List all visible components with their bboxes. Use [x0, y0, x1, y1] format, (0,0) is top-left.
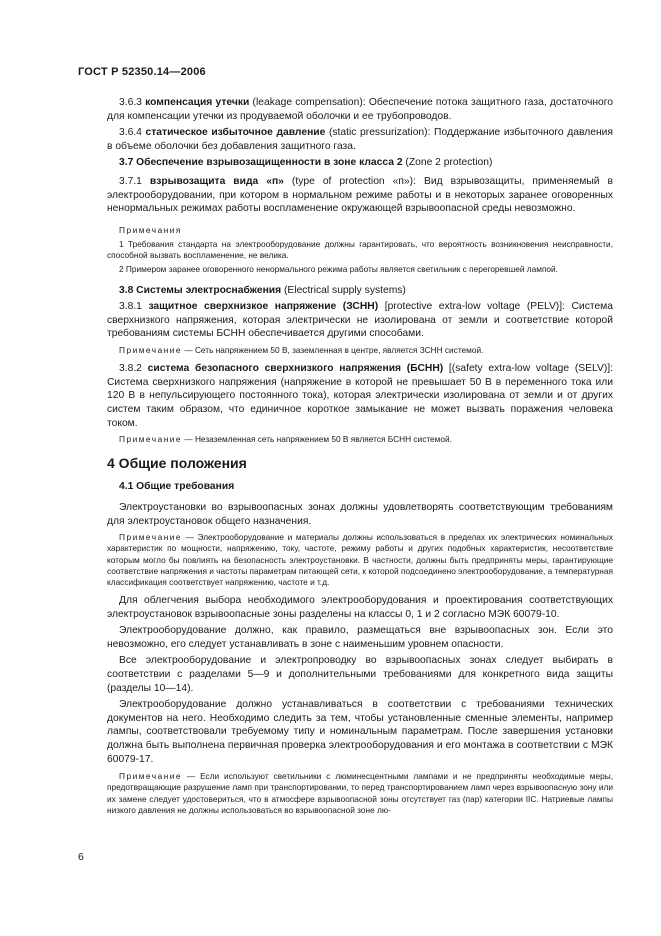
- document-header: ГОСТ Р 52350.14—2006: [78, 66, 206, 78]
- clause-3-7-1: [107, 175, 613, 216]
- note-item: 2 Примером заранее оговоренного ненормального режима работы является светильник с перегоревшей лампой.: [119, 264, 558, 275]
- section-4-heading: 4 Общие положения: [107, 455, 247, 472]
- note: Примечание — Незаземленная сеть напряжением 50 В является БСНН системой.: [119, 434, 452, 445]
- paragraph: Электрооборудование должно, как правило, размещаться вне взрывоопасных зон. Если это невозможно, его следует устанавливать в зоне с наименьшим уровнем опасности.: [107, 625, 613, 650]
- clause-text: [protective extra-low voltage (PELV)]: Система сверхнизкого напряжения, которая электрически не изолирована от земли и соответствие которой требованиям системы БСНН обеспечивается другими способами.: [107, 301, 613, 340]
- clause-term: статическое избыточное давление: [145, 127, 326, 139]
- clause-3-8-1: [107, 300, 613, 341]
- notes-label: Примечания: [119, 224, 182, 235]
- paragraph: Для облегчения выбора необходимого электрооборудования и проектирования соответствующих электроустановок взрывоопасные зоны разделены на классы 0, 1 и 2 согласно МЭК 60079-10.: [107, 595, 613, 620]
- section-4-1-heading: 4.1 Общие требования: [119, 481, 235, 493]
- clause-text: [(safety extra-low voltage (SELV)]: Система сверхнизкого напряжения (напряжение в которой не превышает 50 В в переменного тока или 120 В в непульсирующего постоянного тока), которая электрически изолирована от земли и от других систем таким образом, что единичное короткое замыкание не может вызвать поражения человека током.: [107, 363, 613, 429]
- section-title-en: (Zone 2 protection): [402, 157, 493, 169]
- clause-3-8-2: [107, 362, 613, 430]
- clause-number: 3.6.3: [119, 97, 142, 108]
- note: Примечание — Если используют светильники с люминесцентными лампами и не предприняты необходимые меры, предотвращающие разрушение ламп при транспортировании, то перед транспортированием ламп через взрывоопасную зону или их замене следует удостовериться, что в атмосфере взрывоопасной зоны отсутствует газ (пар) категории IIC. Натриевые лампы низкого давления не должны использоваться во взрывоопасной зоне лю-: [107, 771, 613, 815]
- section-3-8-heading: [107, 284, 613, 298]
- note: Примечание — Сеть напряжением 50 В, заземленная в центре, является ЗСНН системой.: [119, 344, 484, 355]
- clause-3-6-3: [107, 96, 613, 123]
- clause-term: компенсация утечки: [145, 97, 250, 108]
- paragraph: Все электрооборудование и электропроводку во взрывоопасных зонах следует выбирать в соответствии с разделами 5—9 и дополнительными требованиями для конкретного вида защиты (разделы 10—14).: [107, 655, 613, 694]
- clause-term: защитное сверхнизкое напряжение (ЗСНН): [148, 301, 379, 313]
- clause-number: 3.6.4: [119, 127, 142, 139]
- clause-number: 3.7.1: [119, 175, 142, 187]
- clause-3-6-4: [107, 126, 613, 153]
- clause-text: (static pressurization): Поддержание избыточного давления в объеме оболочки без добавления защитного газа.: [107, 127, 613, 152]
- clause-term: система безопасного сверхнизкого напряжения (БСНН): [147, 363, 444, 375]
- section-title: 3.7 Обеспечение взрывозащищенности в зоне класса 2: [119, 157, 403, 169]
- paragraph: Электрооборудование должно устанавливаться в соответствии с требованиями технических документов на него. Необходимо следить за тем, чтобы установленные сменные элементы, например лампы, соответствовали требуемому типу и номинальным параметрам. После завершения установки должна быть выполнена первичная проверка электрооборудования и его монтажа в соответствии с МЭК 60079-17.: [107, 699, 613, 765]
- note: Примечание — Электрооборудование и материалы должны использоваться в пределах их электрических номинальных характеристик по мощности, напряжению, току, частоте, режиму работы и других подобных характеристик, несоответствие которым могло бы повлиять на безопасность электроустановки. В частности, должны быть предприняты меры, гарантирующие соответствие напряжения и частоты параметрам питающей сети, к которой подсоединено электрооборудование, а температурная классификация соответствует напряжению, частоте и т.д.: [107, 532, 613, 587]
- page-number: 6: [78, 851, 84, 863]
- clause-number: 3.8.2: [119, 363, 142, 375]
- clause-term: взрывозащита вида «п»: [149, 175, 284, 187]
- section-title-en: (Electrical supply systems): [281, 284, 406, 296]
- section-3-7-heading: [107, 156, 613, 170]
- clause-text: (type of protection «п»): Вид взрывозащиты, применяемый в электрооборудовании, при котором в нормальном режиме работы и в некоторых заранее оговоренных ненормальных режимах работы воспламенение окружающей взрывоопасной среды невозможно.: [107, 175, 613, 215]
- paragraph: Электроустановки во взрывоопасных зонах должны удовлетворять соответствующим требованиям для электроустановок общего назначения.: [107, 501, 613, 527]
- clause-number: 3.8.1: [119, 301, 142, 313]
- section-title: 3.8 Системы электроснабжения: [119, 284, 282, 296]
- note-item: 1 Требования стандарта на электрооборудование должны гарантировать, что вероятность возникновения неисправности, способной вызвать воспламенение, не велика.: [107, 238, 613, 261]
- page-content: [107, 96, 613, 819]
- clause-text: (leakage compensation): Обеспечение потока защитного газа, достаточного для компенсации утечки из продуваемой оболочки и ее трубопроводов.: [107, 97, 613, 122]
